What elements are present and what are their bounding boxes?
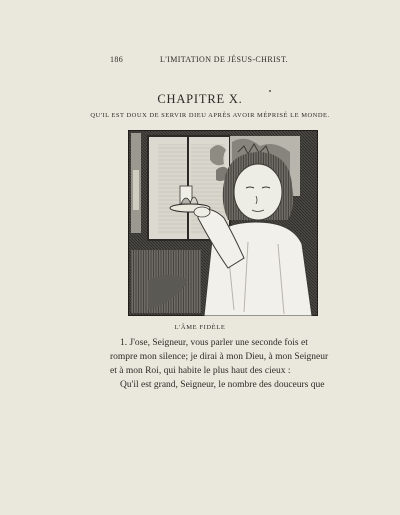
running-title: L'IMITATION DE JÉSUS-CHRIST. [160,55,289,64]
woodcut-illustration [128,130,318,316]
paragraph [110,336,334,350]
running-head [110,55,290,67]
text-line: 1. J'ose, Seigneur, vous parler une seconde fois et [120,338,308,348]
page-number: 186 [110,55,124,64]
chapter-title: CHAPITRE X. [157,92,243,106]
body-text [110,336,334,392]
chapter-subtitle: QU'IL EST DOUX DE SERVIR DIEU APRÈS AVOIR MÉPRISÉ LE MONDE. [90,112,330,119]
text-line: Qu'il est grand, Seigneur, le nombre des douceurs que [120,380,325,390]
illustration-drawing [128,130,318,316]
paragraph [110,378,334,392]
illustration-caption: L'ÂME FIDÈLE [174,324,226,331]
text-line: rompre mon silence; je dirai à mon Dieu, à mon Seigneur [110,352,329,362]
text-line: et à mon Roi, qui habite le plus haut des cieux : [110,366,291,376]
